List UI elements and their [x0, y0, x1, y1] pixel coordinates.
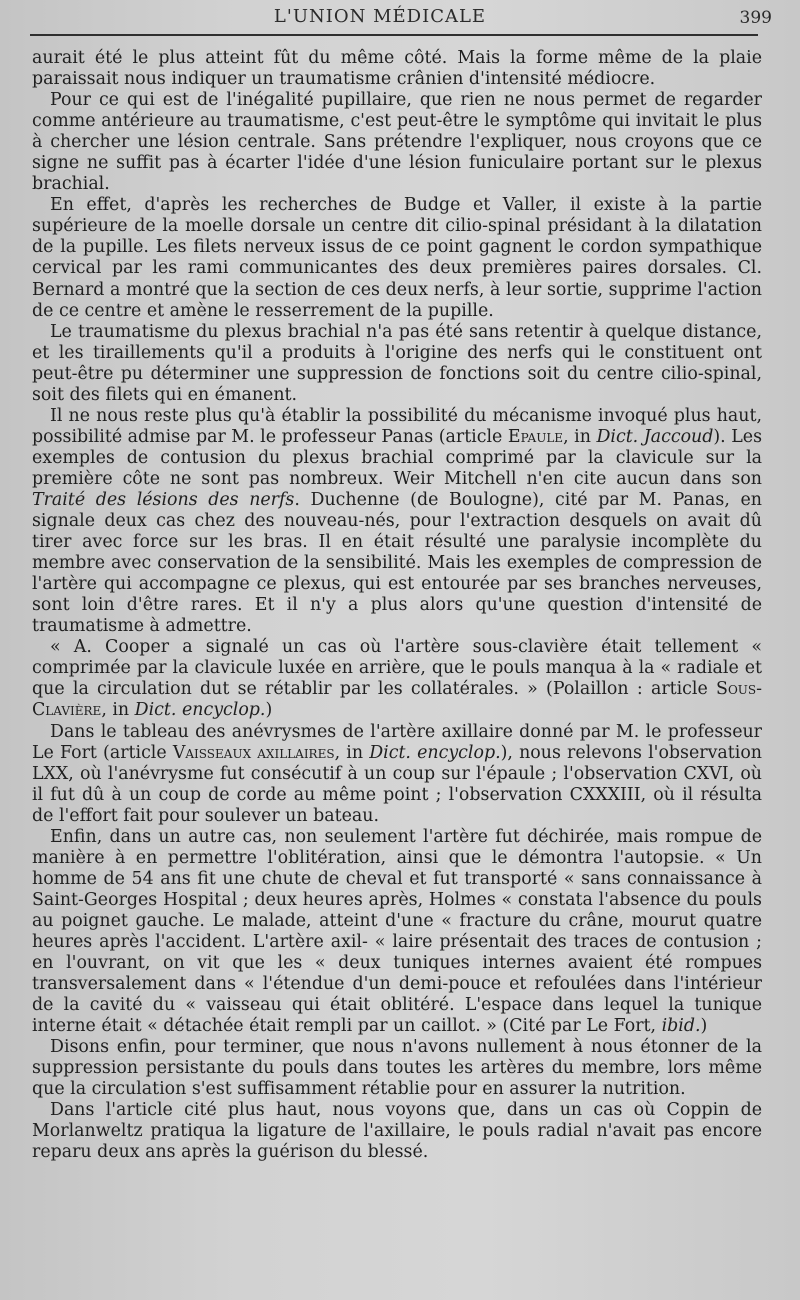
running-title: L'UNION MÉDICALE — [273, 6, 487, 27]
article-title-epaule: Epaule — [507, 426, 564, 447]
citation-ibid: ibid. — [661, 1016, 701, 1037]
paragraph-5: Il ne nous reste plus qu'à établir la possibilité du mécanisme invoqué plus haut, possibilité admise par M. le professeur Panas (article Epaule, in Dict. Jaccoud). Les exemples de contusion du plexus brachial comprimé par la clavicule sur la première côte ne sont pas nombreux. Weir Mitchell n'en cite aucun dans son Traité des lésions des nerfs. Duchenne (de Boulogne), cité par M. Panas, en signale deux cas chez des nouveau-nés, pour l'extraction desquels on avait dû tirer avec force sur les bras. Il en était résulté une paralysie incomplète du membre avec conservation de la sensibilité. Mais les exemples de compression de l'artère qui accompagne ce plexus, qui est entourée par ses branches nerveuses, sont loin d'être rares. Et il n'y a plus alors qu'une question d'intensité de traumatisme à admettre. — [32, 405, 762, 637]
paragraph-10: Dans l'article cité plus haut, nous voyons que, dans un cas où Coppin de Morlanweltz pratiqua la ligature de l'axillaire, le pouls radial n'avait pas encore reparu deux ans après la guérison du blessé. — [32, 1100, 762, 1163]
article-title-sous-claviere: Sous-Clavière — [32, 679, 762, 721]
citation-dict-jaccoud: Dict. Jaccoud — [596, 426, 714, 447]
header-rule — [30, 34, 758, 36]
citation-dict-encyclop-2: Dict. encyclop. — [369, 742, 501, 763]
paragraph-4: Le traumatisme du plexus brachial n'a pas été sans retentir à quelque distance, et les tiraillements qu'il a produits à l'origine des nerfs qui le constituent ont peut-être pu déterminer une suppression de fonctions soit du centre cilio-spinal, soit des filets qui en émanent. — [32, 321, 762, 405]
paragraph-2: Pour ce qui est de l'inégalité pupillaire, que rien ne nous permet de regarder comme antérieure au traumatisme, c'est peut-être le symptôme qui invitait le plus à chercher une lésion centrale. Sans prétendre l'expliquer, nous croyons que ce signe ne suffit pas à écarter l'idée d'une lésion funiculaire portant sur le plexus brachial. — [32, 90, 762, 195]
citation-traite: Traité des lésions des nerfs — [32, 489, 295, 510]
paragraph-3: En effet, d'après les recherches de Budge et Valler, il existe à la partie supérieure de la moelle dorsale un centre dit cilio-spinal présidant à la dilatation de la pupille. Les filets nerveux issus de ce point gagnent le cordon sympathique cervical par les rami communicantes des deux premières paires dorsales. Cl. Bernard a montré que la section de ces deux nerfs, à leur sortie, supprime l'action de ce centre et amène le resserrement de la pupille. — [32, 195, 762, 321]
paragraph-7: Dans le tableau des anévrysmes de l'artère axillaire donné par M. le professeur Le Fort (article Vaisseaux axillaires, in Dict. encyclop.), nous relevons l'observation LXX, où l'anévrysme fut consécutif à un coup sur l'épaule ; l'observation CXVI, où il fut dû à un coup de corde au même point ; l'observation CXXXIII, où il résulta de l'effort fait pour soulever un bateau. — [32, 721, 762, 826]
citation-dict-encyclop-1: Dict. encyclop. — [134, 700, 266, 721]
paragraph-6: « A. Cooper a signalé un cas où l'artère sous-clavière était tellement « comprimée par la clavicule luxée en arrière, que le pouls manqua à la « radiale et que la circulation dut se rétablir par les collatérales. » (Polaillon : article Sous-Clavière, in Dict. encyclop.) — [32, 637, 762, 721]
article-title-vaisseaux: Vaisseaux axillaires — [172, 742, 335, 763]
page-number: 399 — [739, 8, 772, 28]
running-head — [0, 4, 800, 30]
paragraph-1: aurait été le plus atteint fût du même côté. Mais la forme même de la plaie paraissait nous indiquer un traumatisme crânien d'intensité médiocre. — [32, 48, 762, 90]
paragraph-9: Disons enfin, pour terminer, que nous n'avons nullement à nous étonner de la suppression persistante du pouls dans toutes les artères du membre, lors même que la circulation s'est suffisamment rétablie pour en assurer la nutrition. — [32, 1037, 762, 1100]
article-body — [32, 48, 762, 1163]
paragraph-8: Enfin, dans un autre cas, non seulement l'artère fut déchirée, mais rompue de manière à en permettre l'oblitération, ainsi que le démontra l'autopsie. « Un homme de 54 ans fit une chute de cheval et fut transporté « sans connaissance à Saint-Georges Hospital ; deux heures après, Holmes « constata l'absence du pouls au poignet gauche. Le malade, atteint d'une « fracture du crâne, mourut quatre heures après l'accident. L'artère axil- « laire présentait des traces de contusion ; en l'ouvrant, on vit que les « deux tuniques internes avaient été rompues transversalement dans « l'étendue d'un demi-pouce et refoulées dans l'intérieur de la cavité du « vaisseau qui était oblitéré. L'espace dans lequel la tunique interne était « détachée était rempli par un caillot. » (Cité par Le Fort, ibid.) — [32, 826, 762, 1037]
